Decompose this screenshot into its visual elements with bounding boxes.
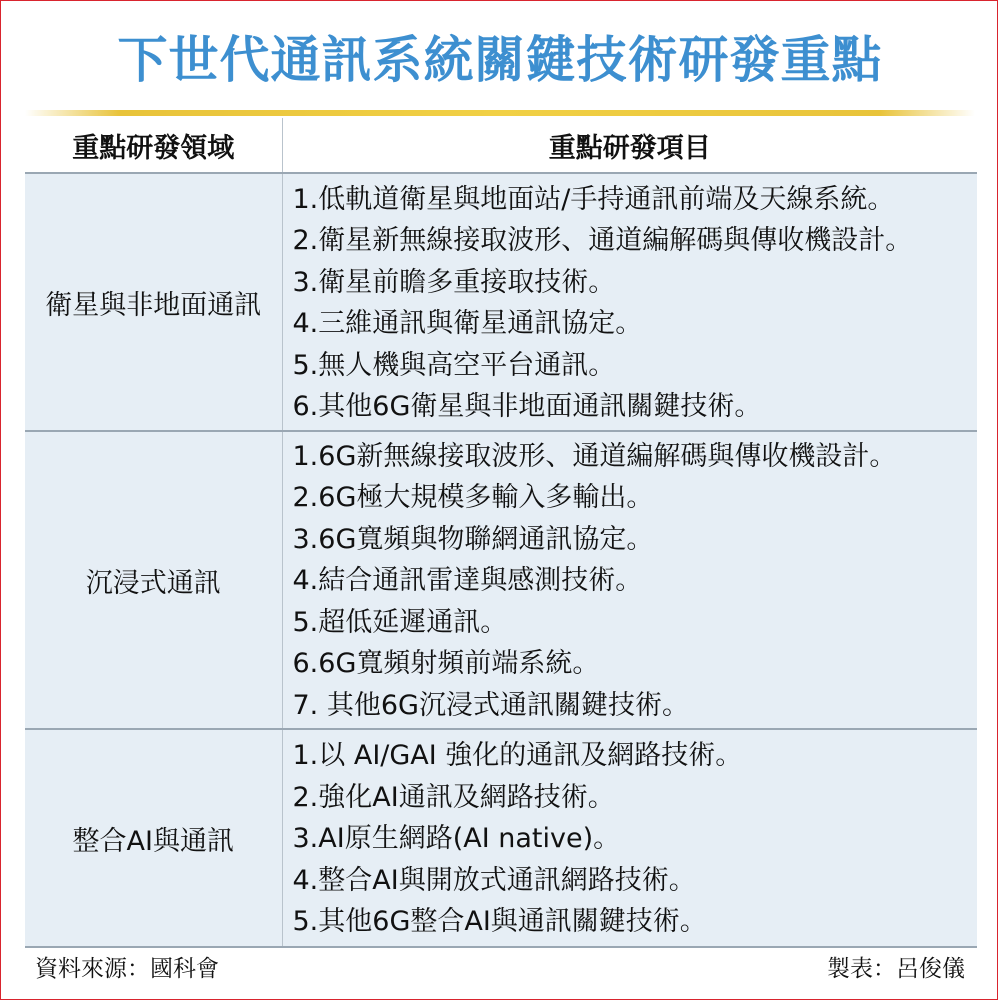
list-item: 5.無人機與高空平台通訊。 — [292, 349, 616, 381]
page-title: 下世代通訊系統關鍵技術研發重點 — [117, 31, 883, 89]
domain-cell: 衛星與非地面通訊 — [25, 173, 282, 431]
column-header-items: 重點研發項目 — [282, 118, 977, 173]
table-row — [25, 729, 977, 947]
list-item: 6.其他6G衛星與非地面通訊關鍵技術。 — [292, 391, 762, 422]
items-cell — [282, 173, 977, 431]
list-item: 1.低軌道衛星與地面站/手持通訊前端及天線系統。 — [292, 183, 895, 215]
list-item: 4.整合AI與開放式通訊網路技術。 — [292, 864, 696, 896]
list-item: 4.結合通訊雷達與感測技術。 — [292, 565, 643, 597]
domain-cell: 整合AI與通訊 — [25, 729, 282, 947]
list-item: 5.超低延遲通訊。 — [292, 606, 508, 638]
list-item: 2.強化AI通訊及網路技術。 — [292, 781, 615, 813]
list-item: 1.6G新無線接取波形、通道編解碼與傳收機設計。 — [292, 440, 897, 472]
list-item: 3.6G寬頻與物聯網通訊協定。 — [292, 523, 654, 555]
table-header-row — [25, 118, 977, 173]
item-list — [293, 735, 978, 943]
list-item: 5.其他6G整合AI與通訊關鍵技術。 — [292, 906, 707, 938]
list-item: 2.衛星新無線接取波形、通道編解碼與傳收機設計。 — [292, 225, 913, 256]
column-header-domain: 重點研發領域 — [25, 118, 282, 173]
table-row — [25, 431, 977, 729]
research-table — [25, 118, 977, 948]
list-item: 1.以 AI/GAI 強化的通訊及網路技術。 — [292, 740, 743, 772]
list-item: 3.AI原生網路(AI native)。 — [292, 823, 621, 855]
list-item: 7. 其他6G沉浸式通訊關鍵技術。 — [292, 689, 689, 721]
list-item: 2.6G極大規模多輸入多輸出。 — [292, 482, 654, 514]
item-list — [293, 436, 978, 727]
title-divider — [25, 110, 975, 116]
list-item: 3.衛星前瞻多重接取技術。 — [292, 266, 616, 298]
items-cell — [282, 431, 977, 729]
source-credit: 資料來源：國科會 — [35, 956, 219, 982]
items-cell — [282, 729, 977, 947]
list-item: 4.三維通訊與衛星通訊協定。 — [292, 308, 643, 339]
item-list — [293, 179, 978, 428]
table-maker-credit: 製表：呂俊儀 — [827, 956, 965, 982]
table-row — [25, 173, 977, 431]
list-item: 6.6G寬頻射頻前端系統。 — [292, 648, 600, 680]
domain-cell: 沉浸式通訊 — [25, 431, 282, 729]
